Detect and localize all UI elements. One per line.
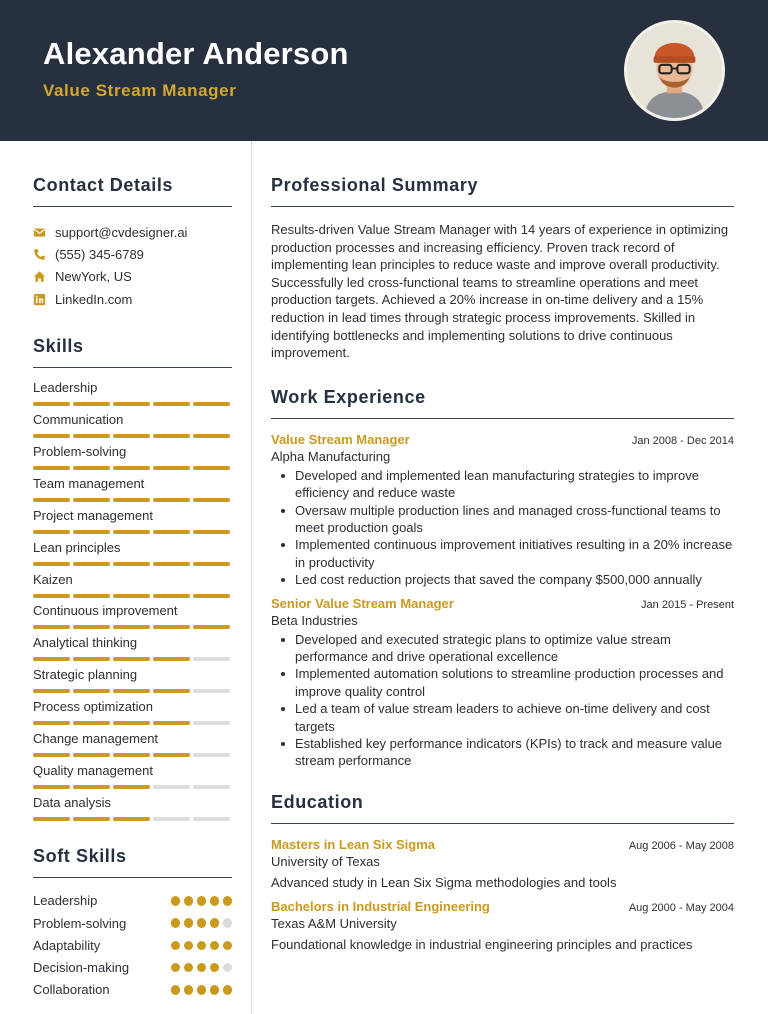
skill-level-segment xyxy=(193,689,230,693)
skill-level-segment xyxy=(193,817,230,821)
skill-item xyxy=(33,380,232,412)
skill-name: Strategic planning xyxy=(33,667,138,683)
soft-skill-level-dots xyxy=(171,963,233,973)
skill-level-segment xyxy=(73,721,110,725)
skill-item xyxy=(33,444,232,476)
skill-level-segment xyxy=(33,562,70,566)
skill-item xyxy=(33,508,232,540)
soft-skill-level-dot xyxy=(197,963,207,973)
skill-level-segment xyxy=(193,530,230,534)
soft-skill-level-dot xyxy=(171,896,181,906)
skill-name: Change management xyxy=(33,730,159,746)
skill-level-segment xyxy=(73,434,110,438)
summary-text: Results-driven Value Stream Manager with 14 years of experience in optimizing production processes and increasing efficiency. Proven track record of implementing lean principles to reduce waste and improve overall productivity. Successfully led cross-functional teams to streamline operations and meet production targets. Achieved a 20% increase in on-time delivery and a 15% reduction in lead times through strategic process improvements. Skilled in identifying bottlenecks and implementing solutions to drive continuous improvement. xyxy=(271,222,729,361)
contact-location-text: NewYork, US xyxy=(55,269,132,285)
right-column xyxy=(271,141,734,952)
skill-level-segment xyxy=(113,753,150,757)
skill-name: Lean principles xyxy=(33,539,121,555)
skill-level-bars xyxy=(33,434,232,438)
contact-email[interactable] xyxy=(33,221,232,243)
skill-level-segment xyxy=(33,657,70,661)
skills-list xyxy=(33,380,232,826)
experience-section-title: Work Experience xyxy=(271,387,734,419)
soft-skill-name: Collaboration xyxy=(33,982,110,998)
skill-level-segment xyxy=(33,785,70,789)
skill-level-segment xyxy=(193,625,230,629)
skill-level-segment xyxy=(113,817,150,821)
contact-list xyxy=(33,221,232,310)
skill-level-bars xyxy=(33,753,232,757)
soft-skill-level-dot xyxy=(223,985,233,995)
education-entry xyxy=(271,837,734,890)
skill-level-segment xyxy=(33,594,70,598)
contact-linkedin-text: LinkedIn.com xyxy=(55,291,133,307)
soft-skill-level-dot xyxy=(197,941,207,951)
skill-item xyxy=(33,635,232,667)
skill-level-segment xyxy=(153,434,190,438)
soft-skill-level-dot xyxy=(171,963,181,973)
skill-item xyxy=(33,572,232,604)
edu-degree: Bachelors in Industrial Engineering xyxy=(271,898,490,914)
soft-skill-level-dot xyxy=(210,918,220,928)
education-entry xyxy=(271,899,734,952)
skills-section-title: Skills xyxy=(33,336,232,368)
skill-level-segment xyxy=(193,466,230,470)
job-entry xyxy=(271,432,734,589)
skill-item xyxy=(33,731,232,763)
skill-level-segment xyxy=(73,689,110,693)
edu-date: Aug 2006 - May 2008 xyxy=(628,839,734,852)
skill-item xyxy=(33,603,232,635)
skill-level-segment xyxy=(193,753,230,757)
skill-level-segment xyxy=(113,721,150,725)
skill-level-segment xyxy=(73,753,110,757)
job-title: Value Stream Manager xyxy=(271,431,410,447)
skill-level-segment xyxy=(193,402,230,406)
skill-level-segment xyxy=(193,721,230,725)
soft-skill-level-dot xyxy=(223,963,233,973)
skill-level-bars xyxy=(33,562,232,566)
skill-level-segment xyxy=(113,594,150,598)
soft-skill-level-dot xyxy=(210,985,220,995)
soft-skill-level-dot xyxy=(210,941,220,951)
soft-skill-level-dot xyxy=(184,896,194,906)
skill-level-segment xyxy=(193,434,230,438)
skill-name: Continuous improvement xyxy=(33,603,178,619)
skill-item xyxy=(33,476,232,508)
resume-header xyxy=(0,0,768,141)
skill-level-segment xyxy=(153,721,190,725)
skill-level-segment xyxy=(113,657,150,661)
soft-skill-item xyxy=(33,912,232,934)
column-divider xyxy=(251,141,252,1014)
skill-level-segment xyxy=(73,625,110,629)
soft-skills-list xyxy=(33,890,232,1001)
skill-level-segment xyxy=(153,594,190,598)
soft-skill-level-dot xyxy=(184,985,194,995)
skill-name: Kaizen xyxy=(33,571,73,587)
envelope-icon xyxy=(33,226,55,239)
soft-skills-section-title: Soft Skills xyxy=(33,846,232,878)
edu-description: Advanced study in Lean Six Sigma methodologies and tools xyxy=(271,874,617,890)
job-bullets xyxy=(271,631,734,770)
soft-skill-item xyxy=(33,957,232,979)
skill-level-segment xyxy=(113,498,150,502)
skill-name: Communication xyxy=(33,412,124,428)
skill-level-bars xyxy=(33,689,232,693)
contact-phone[interactable] xyxy=(33,243,232,265)
left-column xyxy=(33,141,232,1001)
soft-skill-level-dot xyxy=(210,963,220,973)
soft-skill-level-dots xyxy=(171,985,233,995)
skill-level-segment xyxy=(73,402,110,406)
home-icon xyxy=(33,270,55,283)
skill-level-segment xyxy=(73,785,110,789)
soft-skill-name: Decision-making xyxy=(33,960,130,976)
skill-level-segment xyxy=(153,498,190,502)
soft-skill-name: Adaptability xyxy=(33,937,101,953)
avatar-photo xyxy=(627,23,722,118)
job-company: Alpha Manufacturing xyxy=(271,448,391,464)
skill-level-segment xyxy=(153,753,190,757)
skill-item xyxy=(33,699,232,731)
skill-level-bars xyxy=(33,657,232,661)
skill-level-segment xyxy=(193,562,230,566)
contact-location xyxy=(33,266,232,288)
soft-skill-level-dot xyxy=(197,918,207,928)
skill-level-segment xyxy=(153,689,190,693)
skill-level-segment xyxy=(153,625,190,629)
skill-level-segment xyxy=(193,657,230,661)
soft-skill-level-dot xyxy=(184,941,194,951)
skill-level-segment xyxy=(113,625,150,629)
skill-name: Project management xyxy=(33,507,153,523)
contact-linkedin[interactable] xyxy=(33,288,232,310)
job-bullets xyxy=(271,467,734,589)
education-section-title: Education xyxy=(271,792,734,824)
skill-level-segment xyxy=(33,817,70,821)
skill-level-segment xyxy=(33,498,70,502)
skill-level-segment xyxy=(73,817,110,821)
skill-level-bars xyxy=(33,625,232,629)
avatar xyxy=(624,20,725,121)
contact-section-title: Contact Details xyxy=(33,175,232,207)
skill-level-segment xyxy=(153,785,190,789)
linkedin-icon xyxy=(33,293,55,306)
soft-skill-level-dot xyxy=(210,896,220,906)
job-bullet: Led a team of value stream leaders to achieve on-time delivery and cost targets xyxy=(271,700,734,735)
skill-item xyxy=(33,540,232,572)
skill-name: Problem-solving xyxy=(33,443,127,459)
contact-phone-text: (555) 345-6789 xyxy=(55,246,144,262)
skill-level-segment xyxy=(73,466,110,470)
skill-item xyxy=(33,795,232,827)
skill-item xyxy=(33,763,232,795)
skill-level-segment xyxy=(153,562,190,566)
job-bullet: Developed and executed strategic plans to optimize value stream performance and drive operational excellence xyxy=(271,631,734,666)
skill-level-segment xyxy=(153,657,190,661)
skill-level-segment xyxy=(153,402,190,406)
skill-level-bars xyxy=(33,817,232,821)
job-title: Senior Value Stream Manager xyxy=(271,595,454,611)
job-bullet: Led cost reduction projects that saved the company $500,000 annually xyxy=(271,571,734,588)
skill-name: Quality management xyxy=(33,762,153,778)
skill-level-segment xyxy=(113,434,150,438)
skill-level-segment xyxy=(33,402,70,406)
skill-level-segment xyxy=(73,657,110,661)
candidate-name: Alexander Anderson xyxy=(43,36,349,71)
contact-email-text: support@cvdesigner.ai xyxy=(55,224,188,240)
job-entry xyxy=(271,596,734,770)
skill-level-bars xyxy=(33,466,232,470)
edu-date: Aug 2000 - May 2004 xyxy=(628,901,734,914)
edu-degree: Masters in Lean Six Sigma xyxy=(271,836,436,852)
candidate-title: Value Stream Manager xyxy=(43,81,237,100)
skill-item xyxy=(33,667,232,699)
skill-level-segment xyxy=(73,498,110,502)
skill-level-segment xyxy=(113,562,150,566)
skill-name: Team management xyxy=(33,475,145,491)
skill-level-segment xyxy=(73,594,110,598)
skill-level-bars xyxy=(33,498,232,502)
job-bullet: Established key performance indicators (KPIs) to track and measure value stream performance xyxy=(271,735,734,770)
skill-level-segment xyxy=(193,785,230,789)
skill-level-segment xyxy=(33,530,70,534)
skill-name: Process optimization xyxy=(33,699,153,715)
skill-level-segment xyxy=(33,466,70,470)
job-bullet: Developed and implemented lean manufacturing strategies to improve efficiency and reduce waste xyxy=(271,467,734,502)
skill-level-segment xyxy=(73,530,110,534)
skill-level-segment xyxy=(33,753,70,757)
soft-skill-level-dot xyxy=(197,985,207,995)
soft-skill-level-dot xyxy=(223,918,233,928)
soft-skill-level-dot xyxy=(171,918,181,928)
soft-skill-name: Leadership xyxy=(33,893,98,909)
edu-school: University of Texas xyxy=(271,853,380,869)
soft-skill-level-dots xyxy=(171,941,233,951)
job-company: Beta Industries xyxy=(271,612,358,628)
skill-level-segment xyxy=(113,689,150,693)
skill-level-segment xyxy=(153,466,190,470)
soft-skill-item xyxy=(33,934,232,956)
soft-skill-level-dot xyxy=(223,941,233,951)
skill-level-segment xyxy=(193,594,230,598)
skill-level-bars xyxy=(33,785,232,789)
soft-skill-item xyxy=(33,979,232,1001)
soft-skill-name: Problem-solving xyxy=(33,915,127,931)
soft-skill-level-dot xyxy=(184,963,194,973)
edu-description: Foundational knowledge in industrial engineering principles and practices xyxy=(271,936,693,952)
skill-level-segment xyxy=(153,530,190,534)
skill-level-segment xyxy=(33,434,70,438)
skill-level-segment xyxy=(153,817,190,821)
skill-level-bars xyxy=(33,530,232,534)
job-bullet: Implemented automation solutions to streamline production processes and improve quality control xyxy=(271,665,734,700)
skill-name: Data analysis xyxy=(33,794,112,810)
skill-level-segment xyxy=(113,466,150,470)
soft-skill-level-dot xyxy=(171,985,181,995)
skill-level-segment xyxy=(73,562,110,566)
soft-skill-level-dots xyxy=(171,918,233,928)
soft-skill-level-dot xyxy=(223,896,233,906)
skill-level-bars xyxy=(33,721,232,725)
skill-level-segment xyxy=(33,721,70,725)
soft-skill-level-dots xyxy=(171,896,233,906)
phone-icon xyxy=(33,248,55,261)
job-date: Jan 2008 - Dec 2014 xyxy=(631,434,734,447)
skill-level-segment xyxy=(113,785,150,789)
summary-section-title: Professional Summary xyxy=(271,175,734,207)
soft-skill-level-dot xyxy=(171,941,181,951)
skill-level-segment xyxy=(193,498,230,502)
skill-level-bars xyxy=(33,402,232,406)
edu-school: Texas A&M University xyxy=(271,915,397,931)
job-bullet: Oversaw multiple production lines and managed cross-functional teams to meet production goals xyxy=(271,502,734,537)
job-date: Jan 2015 - Present xyxy=(641,598,734,611)
skill-name: Leadership xyxy=(33,380,98,396)
skill-level-segment xyxy=(33,625,70,629)
skill-level-bars xyxy=(33,594,232,598)
soft-skill-item xyxy=(33,890,232,912)
skill-level-segment xyxy=(113,530,150,534)
skill-level-segment xyxy=(113,402,150,406)
skill-name: Analytical thinking xyxy=(33,635,138,651)
skill-item xyxy=(33,412,232,444)
job-bullet: Implemented continuous improvement initiatives resulting in a 20% increase in productivity xyxy=(271,536,734,571)
skill-level-segment xyxy=(33,689,70,693)
soft-skill-level-dot xyxy=(197,896,207,906)
soft-skill-level-dot xyxy=(184,918,194,928)
